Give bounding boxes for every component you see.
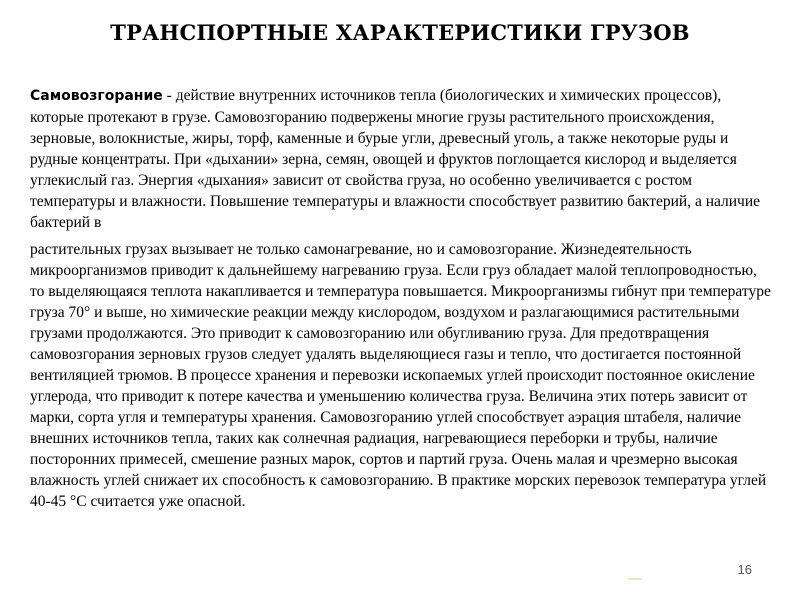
body-text (30, 85, 772, 512)
definition-text: - действие внутренних источников тепла (биологических и химических процессов), которые протекают в грузе. Самовозгоранию подвержены многие грузы растительного происхождения, зерновые, волокнистые, жиры, торф, каменные и бурые угли, древесный уголь, а также некоторые руды и рудные концентраты. При «дыхании» зерна, семян, овощей и фруктов поглощается кислород и выделяется углекислый газ. Энергия «дыхания» зависит от свойства груза, но особенно увеличивается с ростом температуры и влажности. Повышение температуры и влажности способствует развитию бактерий, а наличие бактерий в (30, 87, 761, 231)
term-heading: Самовозгорание (30, 88, 163, 104)
page-number: 16 (737, 562, 752, 577)
footer-decoration (628, 578, 642, 580)
definition-paragraph (30, 85, 772, 233)
continuation-paragraph: растительных грузах вызывает не только самонагревание, но и самовозгорание. Жизнедеятельность микроорганизмов приводит к дальнейшему нагреванию груза. Если груз обладает малой теплопроводностью, то выделяющаяся теплота накапливается и температура повышается. Микроорганизмы гибнут при температуре груза 70° и выше, но химические реакции между кислородом, воздухом и разлагающимися растительными грузами продолжаются. Это приводит к самовозгоранию или обугливанию груза. Для предотвращения самовозгорания зерновых грузов следует удалять выделяющиеся газы и тепло, что достигается постоянной вентиляцией трюмов. В процессе хранения и перевозки ископаемых углей происходит постоянное окисление углерода, что приводит к потере качества и уменьшению количества груза. Величина этих потерь зависит от марки, сорта угля и температуры хранения. Самовозгоранию углей способствует аэрация штабеля, наличие внешних источников тепла, таких как солнечная радиация, нагревающиеся переборки и трубы, наличие посторонних примесей, смешение разных марок, сортов и партий груза. Очень малая и чрезмерно высокая влажность углей снижает их способность к самовозгоранию. В практике морских перевозок температура углей 40-45 °С считается уже опасной. (30, 241, 771, 510)
slide-title: ТРАНСПОРТНЫЕ ХАРАКТЕРИСТИКИ ГРУЗОВ (110, 20, 690, 45)
